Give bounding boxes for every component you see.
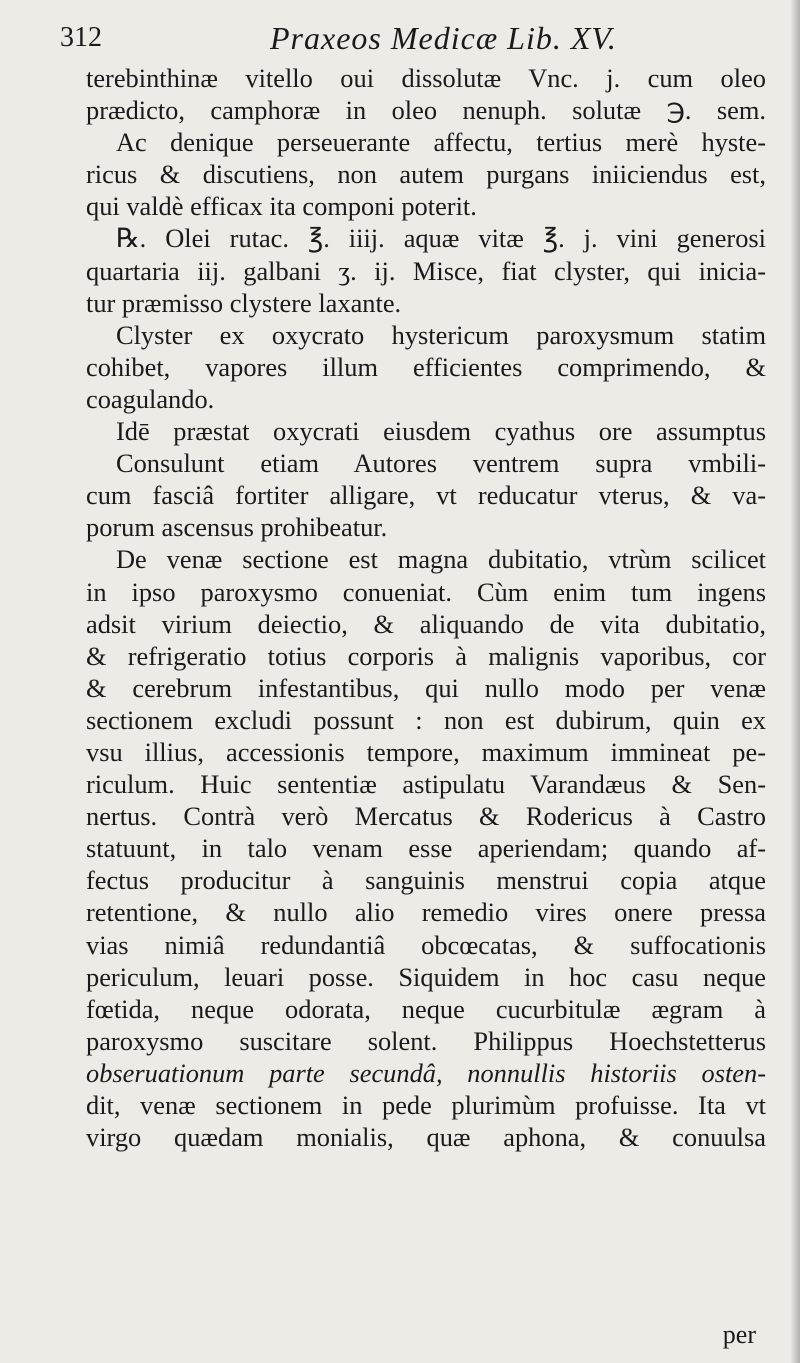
running-title: Praxeos Medicæ Lib. XV.: [270, 20, 617, 56]
recipe-line: quartaria iij. galbani ʒ. ij. Misce, fiat clyster, qui inicia-: [86, 255, 766, 286]
text-line: De venæ sectione est magna dubitatio, vtrùm scilicet: [116, 544, 766, 575]
text-line: Ac denique perseuerante affectu, tertius merè hyste-: [116, 127, 766, 158]
text-line: Idē præstat oxycrati eiusdem cyathus ore assumptus: [116, 416, 766, 447]
text-line: coagulando.: [86, 383, 215, 414]
text-line: cohibet, vapores illum efficientes comprimendo, &: [86, 351, 766, 382]
text-line: obseruationum parte secundâ, nonnullis historiis osten-: [86, 1057, 766, 1088]
text-line: nertus. Contrà verò Mercatus & Rodericus à Castro: [86, 801, 766, 832]
text-line: ricus & discutiens, non autem purgans iniiciendus est,: [86, 159, 766, 190]
text-line: vias nimiâ redundantiâ obcœcatas, & suffocationis: [86, 929, 766, 960]
text-line: Clyster ex oxycrato hystericum paroxysmum statim: [116, 319, 766, 350]
text-line: prædicto, camphoræ in oleo nenuph. solutæ ℈. sem.: [86, 95, 766, 126]
text-line: & cerebrum infestantibus, qui nullo modo per venæ: [86, 672, 766, 703]
text-line: porum ascensus prohibeatur.: [86, 512, 388, 543]
text-line: fectus producitur à sanguinis menstrui copia atque: [86, 865, 766, 896]
recipe-line: tur præmisso clystere laxante.: [86, 287, 402, 318]
page-header: [60, 18, 760, 60]
text-line: statuunt, in talo venam esse aperiendam; quando af-: [86, 833, 766, 864]
page-number: 312: [60, 22, 102, 53]
text-line: riculum. Huic sententiæ astipulatu Varandæus & Sen-: [86, 769, 766, 800]
text-line: virgo quædam monialis, quæ aphona, & conuulsa: [86, 1122, 766, 1153]
page-edge-shadow: [790, 0, 800, 1363]
text-line: & refrigeratio totius corporis à malignis vaporibus, cor: [86, 640, 766, 671]
text-line: cum fasciâ fortiter alligare, vt reducatur vterus, & va-: [86, 480, 766, 511]
text-line: adsit virium deiectio, & aliquando de vita dubitatio,: [86, 608, 766, 639]
text-line: fœtida, neque odorata, neque cucurbitulæ ægram à: [86, 993, 766, 1024]
text-line: periculum, leuari posse. Siquidem in hoc casu neque: [86, 961, 766, 992]
text-line: qui valdè efficax ita componi poterit.: [86, 191, 477, 222]
body-text: [86, 62, 766, 1153]
text-line: terebinthinæ vitello oui dissolutæ Vnc. j. cum oleo: [86, 63, 766, 93]
text-line: Consulunt etiam Autores ventrem supra vmbili-: [116, 448, 766, 479]
text-line: dit, venæ sectionem in pede plurimùm profuisse. Ita vt: [86, 1090, 766, 1120]
text-line: sectionem excludi possunt : non est dubirum, quin ex: [86, 704, 766, 735]
catchword: per: [722, 1320, 756, 1349]
text-line: in ipso paroxysmo conueniat. Cùm enim tum ingens: [86, 576, 766, 607]
text-line: retentione, & nullo alio remedio vires onere pressa: [86, 897, 766, 928]
text-line: paroxysmo suscitare solent. Philippus Hoechstetterus: [86, 1025, 766, 1056]
recipe-line: ℞. Olei rutac. ℥. iiij. aquæ vitæ ℥. j. vini generosi: [116, 223, 766, 254]
text-line: vsu illius, accessionis tempore, maximum immineat pe-: [86, 736, 766, 767]
